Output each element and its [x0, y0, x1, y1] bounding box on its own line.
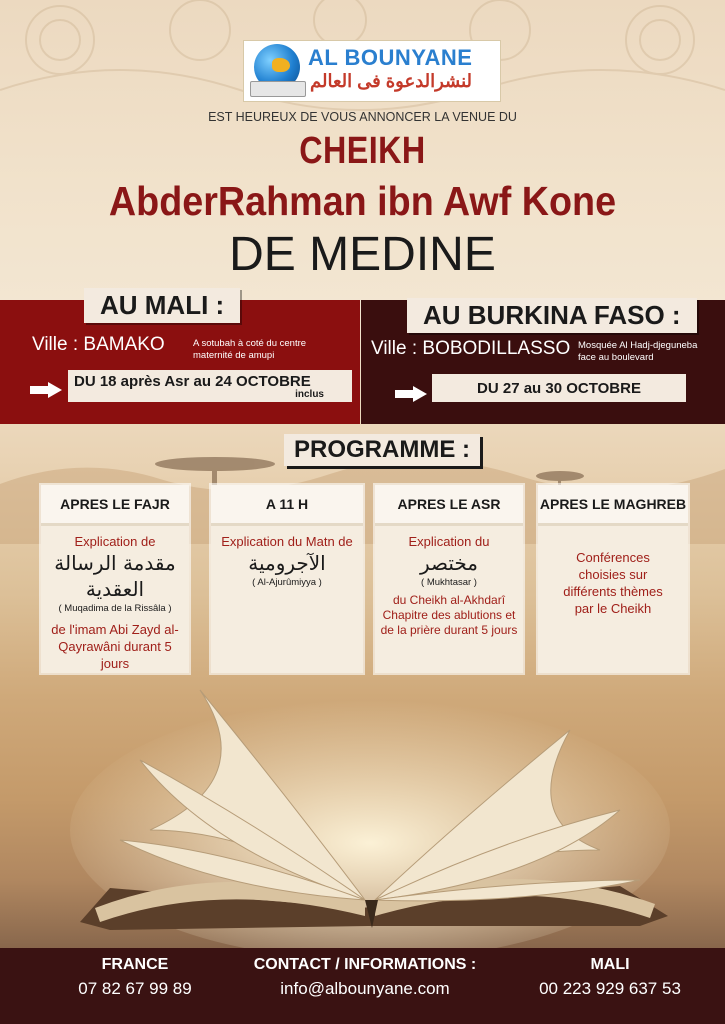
programme-card-asr — [375, 485, 523, 673]
mali-dates-note: inclus — [295, 389, 324, 400]
card-transliteration: ( Muqadima de la Rissâla ) — [58, 603, 172, 614]
logo-brand: AL BOUNYANE — [308, 45, 473, 70]
programme-card-11h — [211, 485, 363, 673]
burkina-title: AU BURKINA FASO : — [407, 298, 697, 333]
card-arabic-title: مقدمة الرسالة العقدية — [54, 551, 176, 601]
burkina-section — [361, 300, 725, 424]
programme-title: PROGRAMME : — [284, 434, 480, 466]
france-label: FRANCE — [101, 956, 169, 973]
mali-section — [0, 290, 360, 424]
mali-title: AU MALI : — [84, 288, 240, 323]
arrow-right-icon — [395, 386, 429, 402]
contact-email[interactable]: info@albounyane.com — [280, 979, 450, 998]
title-medine: DE MEDINE — [229, 228, 496, 281]
card-intro: Explication de — [74, 534, 156, 549]
contact-footer — [0, 948, 725, 1024]
card-heading: APRES LE MAGHREB — [538, 485, 688, 526]
open-book-image — [0, 660, 725, 950]
card-detail: de l'imam Abi Zayd al-Qayrawâni durant 5 jours — [51, 622, 179, 671]
card-arabic-title: الآجرومية — [248, 551, 326, 575]
card-intro: Explication du Matn de — [221, 534, 353, 549]
burkina-dates: DU 27 au 30 OCTOBRE — [477, 380, 641, 397]
france-phone[interactable]: 07 82 67 99 89 — [78, 979, 192, 998]
contact-label: CONTACT / INFORMATIONS : — [253, 956, 477, 973]
mali-dates: DU 18 après Asr au 24 OCTOBRE — [74, 373, 311, 390]
title-name: AbderRahman ibn Awf Kone — [108, 178, 617, 224]
burkina-dates-box — [432, 374, 686, 402]
burkina-lieu: Mosquée Al Hadj-djeguneba face au boulevard — [578, 340, 698, 363]
card-intro: Explication du — [408, 534, 490, 549]
arrow-right-icon — [30, 382, 64, 398]
card-transliteration: ( Mukhtasar ) — [421, 577, 477, 588]
mali-lieu: A sotubah à coté du centre maternité de amupi — [193, 338, 307, 361]
card-arabic-title: مختصر — [419, 551, 479, 575]
title-cheikh: CHEIKH — [299, 130, 426, 172]
card-heading: A 11 H — [211, 485, 363, 526]
card-detail: du Cheikh al-Akhdarî Chapitre des ablutions et de la prière durant 5 jours — [380, 593, 518, 637]
mali-phone[interactable]: 00 223 929 637 53 — [539, 979, 681, 998]
programme-card-fajr — [41, 485, 189, 673]
logo-brand-arabic: لنشرالدعوة فى العالم — [310, 71, 473, 91]
book-icon — [250, 81, 306, 97]
card-intro: Conférences choisies sur différents thèmes par le Cheikh — [563, 550, 663, 616]
burkina-ville: Ville : BOBODILLASSO — [371, 338, 571, 359]
card-heading: APRES LE ASR — [375, 485, 523, 526]
mali-ville: Ville : BAMAKO — [32, 334, 165, 355]
card-heading: APRES LE FAJR — [41, 485, 189, 526]
card-transliteration: ( Al-Ajurûmiyya ) — [252, 577, 322, 588]
intro-text: EST HEUREUX DE VOUS ANNONCER LA VENUE DU — [208, 110, 517, 124]
al-bounyane-logo — [243, 40, 501, 102]
mali-dates-box — [68, 370, 352, 402]
mali-label: MALI — [590, 956, 630, 973]
programme-card-maghreb — [538, 485, 688, 673]
